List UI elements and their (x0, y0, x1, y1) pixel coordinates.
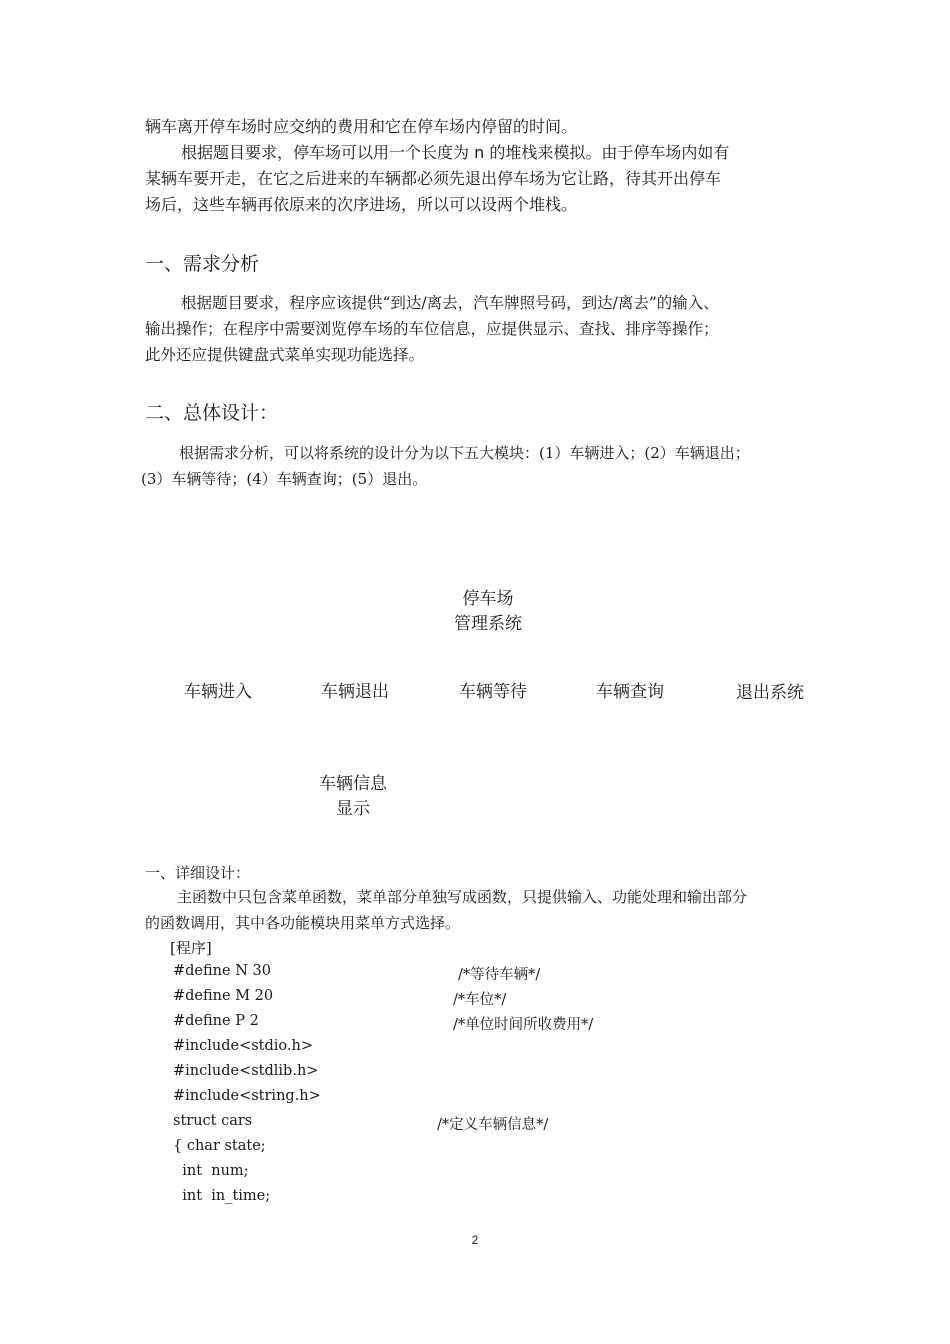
intro-line-2: 根据题目要求，停车场可以用一个长度为 n 的堆栈来模拟。由于停车场内如有 (181, 143, 730, 162)
diagram-sub-node-info-display (303, 772, 403, 822)
overall-design-line-1: 根据需求分析，可以将系统的设计分为以下五大模块：(1）车辆进入；(2）车辆退出； (179, 444, 750, 462)
diagram-module-exit-system: 退出系统 (736, 683, 804, 703)
code-line: #include<stdio.h> (173, 1038, 313, 1054)
section-heading-requirements: 一、需求分析 (145, 253, 260, 275)
requirements-paragraph (145, 290, 810, 368)
code-comment: /*车位*/ (453, 992, 507, 1008)
diagram-root-line-1: 停车场 (462, 589, 514, 609)
intro-line-3: 某辆车要开走，在它之后进来的车辆都必须先退出停车场为它让路，待其开出停车 (145, 169, 722, 188)
diagram-module-car-exit: 车辆退出 (321, 682, 389, 702)
code-line: #define M 20 (173, 988, 274, 1004)
code-line: struct cars (173, 1113, 253, 1129)
intro-line-1: 辆车离开停车场时应交纳的费用和它在停车场内停留的时间。 (145, 117, 578, 136)
diagram-sub-line-2: 显示 (336, 799, 370, 819)
program-label: [程序] (170, 939, 212, 957)
detailed-design-paragraph (145, 884, 815, 936)
code-line: #define N 30 (173, 963, 271, 979)
overall-design-paragraph (141, 440, 815, 492)
intro-line-4: 场后，这些车辆再依原来的次序进场，所以可以设两个堆栈。 (145, 195, 578, 214)
code-line: int in_time; (173, 1188, 271, 1204)
code-line: int num; (173, 1163, 249, 1179)
diagram-root-node (438, 587, 538, 637)
requirements-line-2: 输出操作；在程序中需要浏览停车场的车位信息，应提供显示、查找、排序等操作； (145, 320, 719, 338)
intro-paragraph (145, 114, 810, 218)
code-line: #include<string.h> (173, 1088, 321, 1104)
diagram-root-line-2: 管理系统 (454, 614, 522, 634)
code-line: #include<stdlib.h> (173, 1063, 319, 1079)
diagram-sub-line-1: 车辆信息 (319, 774, 387, 794)
page-number: 2 (471, 1233, 479, 1247)
code-comment: /*定义车辆信息*/ (437, 1117, 549, 1133)
code-line: #define P 2 (173, 1013, 259, 1029)
diagram-module-car-wait: 车辆等待 (459, 682, 527, 702)
detailed-design-line-1: 主函数中只包含菜单函数，菜单部分单独写成函数，只提供输入、功能处理和输出部分 (177, 888, 748, 906)
diagram-module-car-enter: 车辆进入 (184, 682, 252, 702)
diagram-module-car-query: 车辆查询 (596, 682, 664, 702)
code-line: { char state; (173, 1138, 266, 1154)
section-heading-overall-design: 二、总体设计： (145, 402, 279, 424)
requirements-line-1: 根据题目要求，程序应该提供“到达/离去，汽车牌照号码，到达/离去”的输入、 (181, 294, 719, 312)
requirements-line-3: 此外还应提供键盘式菜单实现功能选择。 (145, 346, 425, 364)
detailed-design-line-2: 的函数调用，其中各功能模块用菜单方式选择。 (145, 914, 461, 932)
code-comment: /*等待车辆*/ (458, 967, 541, 983)
overall-design-line-2: (3）车辆等待；(4）车辆查询；(5）退出。 (141, 470, 428, 488)
section-heading-detailed-design: 一、详细设计： (145, 864, 251, 882)
code-comment: /*单位时间所收费用*/ (453, 1017, 594, 1033)
